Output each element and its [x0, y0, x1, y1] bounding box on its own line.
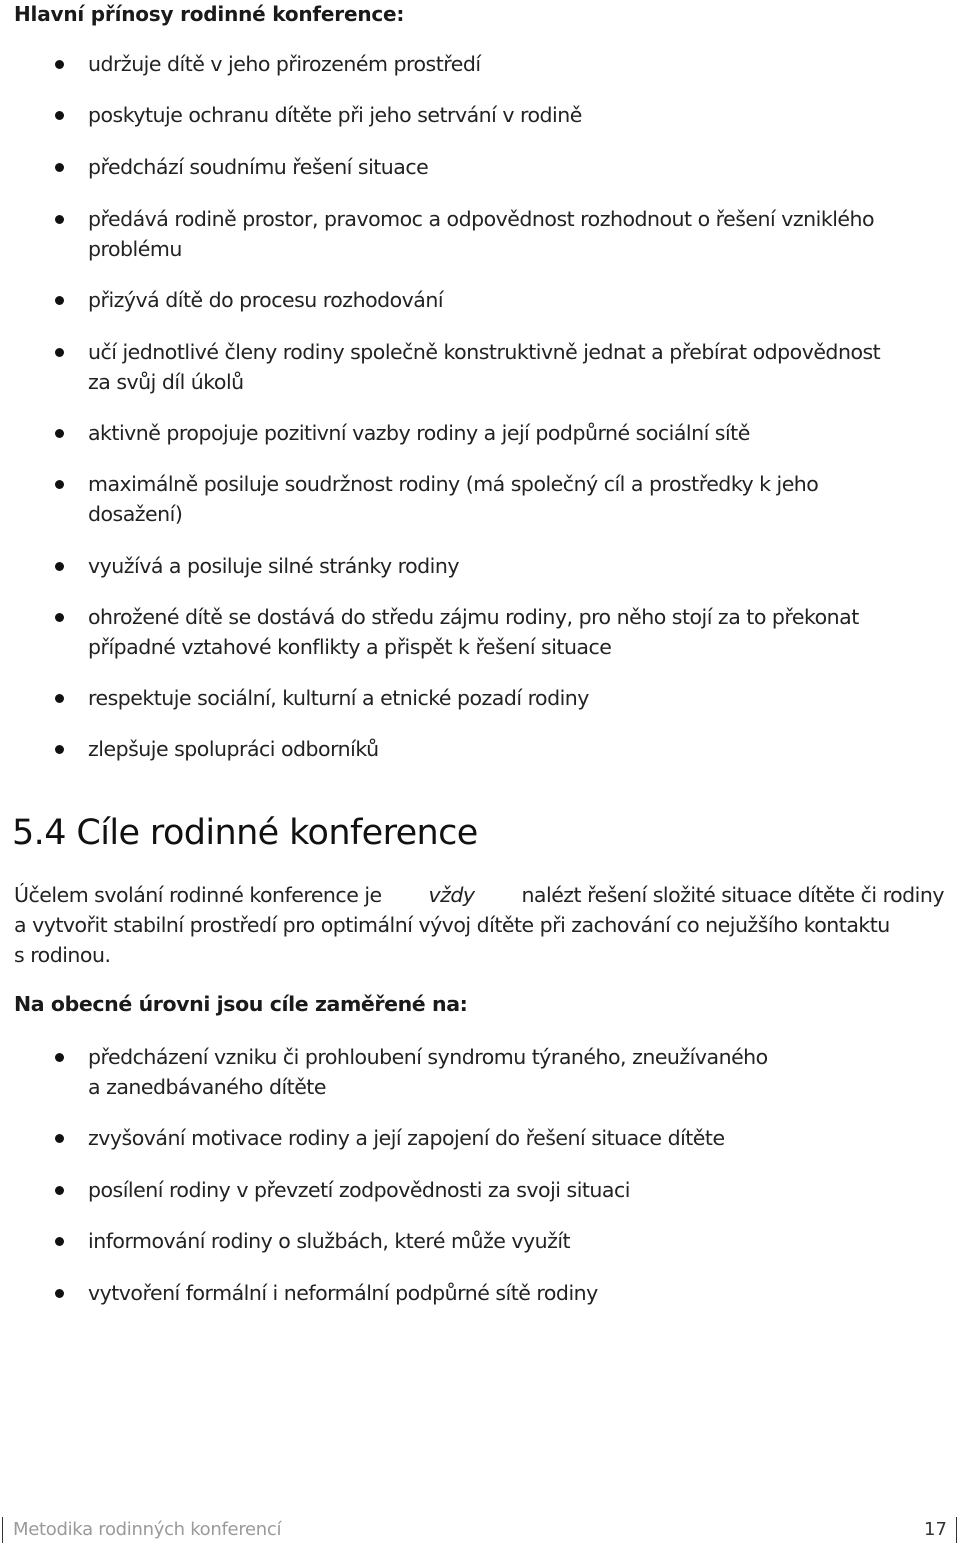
- list-item: udržuje dítě v jeho přirozeném prostředí: [88, 49, 944, 79]
- bullet-icon: [55, 348, 64, 357]
- list-item: zlepšuje spolupráci odborníků: [88, 734, 944, 764]
- page-number: 17: [924, 1519, 947, 1540]
- benefits-heading: Hlavní přínosy rodinné konference:: [14, 2, 405, 26]
- emphasis: vždy: [428, 883, 475, 907]
- bullet-icon: [55, 745, 64, 754]
- bullet-icon: [55, 429, 64, 438]
- bullet-icon: [55, 60, 64, 69]
- list-item: zvyšování motivace rodiny a její zapojení do řešení situace dítěte: [88, 1123, 944, 1153]
- paragraph-line: Účelem svolání rodinné konference je vždy nalézt řešení složité situace dítěte či rodiny: [14, 880, 944, 910]
- list-item: maximálně posiluje soudržnost rodiny (má společný cíl a prostředky k jeho dosažení): [88, 469, 944, 529]
- list-item: učí jednotlivé členy rodiny společně konstruktivně jednat a přebírat odpovědnost za svůj díl úkolů: [88, 337, 944, 397]
- list-item: respektuje sociální, kulturní a etnické pozadí rodiny: [88, 683, 944, 713]
- bullet-icon: [55, 480, 64, 489]
- footer-title: Metodika rodinných konferencí: [13, 1519, 282, 1540]
- bullet-icon: [55, 163, 64, 172]
- list-item: vytvoření formální i neformální podpůrné sítě rodiny: [88, 1278, 944, 1308]
- bullet-icon: [55, 1289, 64, 1298]
- bullet-icon: [55, 1053, 64, 1062]
- bullet-icon: [55, 296, 64, 305]
- paragraph-line: a vytvořit stabilní prostředí pro optimální vývoj dítěte při zachování co nejužšího kontaktu: [14, 913, 890, 937]
- bullet-icon: [55, 111, 64, 120]
- list-item: předchází soudnímu řešení situace: [88, 152, 944, 182]
- bullet-icon: [55, 613, 64, 622]
- list-item: aktivně propojuje pozitivní vazby rodiny a její podpůrné sociální sítě: [88, 418, 944, 448]
- list-item: posílení rodiny v převzetí zodpovědnosti za svoji situaci: [88, 1175, 944, 1205]
- bullet-icon: [55, 562, 64, 571]
- list-item: informování rodiny o službách, které může využít: [88, 1226, 944, 1256]
- list-item: předcházení vzniku či prohloubení syndromu týraného, zneužívaného a zanedbávaného dítěte: [88, 1042, 944, 1102]
- bullet-icon: [55, 215, 64, 224]
- bullet-icon: [55, 694, 64, 703]
- list-item: ohrožené dítě se dostává do středu zájmu rodiny, pro něho stojí za to překonat případné vztahové konflikty a přispět k řešení situace: [88, 602, 944, 662]
- section-paragraph: [14, 880, 944, 970]
- bullet-icon: [55, 1134, 64, 1143]
- bullet-icon: [55, 1186, 64, 1195]
- bullet-icon: [55, 1237, 64, 1246]
- paragraph-line: s rodinou.: [14, 943, 111, 967]
- list-item: využívá a posiluje silné stránky rodiny: [88, 551, 944, 581]
- goals-heading: Na obecné úrovni jsou cíle zaměřené na:: [14, 992, 468, 1016]
- list-item: předává rodině prostor, pravomoc a odpovědnost rozhodnout o řešení vzniklého problému: [88, 204, 944, 264]
- list-item: přizývá dítě do procesu rozhodování: [88, 285, 944, 315]
- section-title: 5.4 Cíle rodinné konference: [12, 813, 478, 853]
- footer-rule-right: [956, 1517, 957, 1543]
- footer-rule-left: [2, 1517, 3, 1543]
- list-item: poskytuje ochranu dítěte při jeho setrvání v rodině: [88, 100, 944, 130]
